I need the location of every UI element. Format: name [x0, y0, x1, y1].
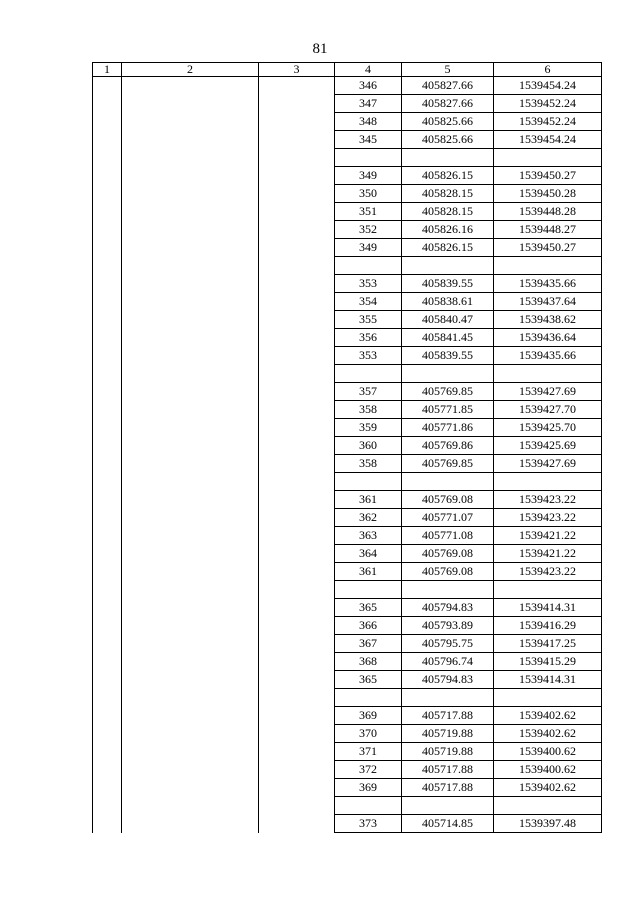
point-number: 353 [335, 347, 402, 365]
coord-y: 1539452.24 [494, 95, 602, 113]
point-number: 357 [335, 383, 402, 401]
coord-y [494, 689, 602, 707]
header-col-4: 4 [335, 63, 402, 77]
coord-x [402, 689, 494, 707]
point-number [335, 473, 402, 491]
coord-y: 1539427.69 [494, 455, 602, 473]
coord-x: 405796.74 [402, 653, 494, 671]
point-number: 354 [335, 293, 402, 311]
coord-y: 1539448.28 [494, 203, 602, 221]
coord-x [402, 365, 494, 383]
coord-x: 405771.86 [402, 419, 494, 437]
point-number: 365 [335, 671, 402, 689]
point-number: 364 [335, 545, 402, 563]
coord-y: 1539400.62 [494, 761, 602, 779]
point-number: 349 [335, 167, 402, 185]
point-number: 355 [335, 311, 402, 329]
coord-x: 405839.55 [402, 347, 494, 365]
point-number: 361 [335, 491, 402, 509]
coord-x: 405771.07 [402, 509, 494, 527]
header-col-5: 5 [402, 63, 494, 77]
point-number: 348 [335, 113, 402, 131]
coord-x: 405717.88 [402, 779, 494, 797]
point-number [335, 581, 402, 599]
coord-y: 1539400.62 [494, 743, 602, 761]
header-col-6: 6 [494, 63, 602, 77]
coord-y: 1539423.22 [494, 491, 602, 509]
point-number: 362 [335, 509, 402, 527]
point-number: 349 [335, 239, 402, 257]
point-number [335, 365, 402, 383]
point-number: 347 [335, 95, 402, 113]
header-col-2: 2 [122, 63, 259, 77]
coord-y: 1539454.24 [494, 77, 602, 95]
point-number: 359 [335, 419, 402, 437]
coord-x [402, 149, 494, 167]
coord-y: 1539450.28 [494, 185, 602, 203]
point-number: 361 [335, 563, 402, 581]
coord-y: 1539421.22 [494, 545, 602, 563]
point-number: 368 [335, 653, 402, 671]
coord-x: 405826.15 [402, 239, 494, 257]
coord-x: 405769.08 [402, 545, 494, 563]
coord-x: 405769.08 [402, 563, 494, 581]
coord-y: 1539448.27 [494, 221, 602, 239]
point-number: 369 [335, 779, 402, 797]
point-number: 373 [335, 815, 402, 833]
coord-y: 1539423.22 [494, 509, 602, 527]
coord-x [402, 257, 494, 275]
coord-x: 405769.85 [402, 455, 494, 473]
point-number: 365 [335, 599, 402, 617]
empty-col-3 [259, 77, 335, 833]
coord-y: 1539435.66 [494, 275, 602, 293]
header-col-3: 3 [259, 63, 335, 77]
coord-y: 1539414.31 [494, 671, 602, 689]
coord-x: 405769.86 [402, 437, 494, 455]
coord-y [494, 473, 602, 491]
point-number [335, 257, 402, 275]
header-row [93, 63, 602, 77]
point-number: 350 [335, 185, 402, 203]
coord-y: 1539425.70 [494, 419, 602, 437]
table-body [93, 77, 602, 833]
point-number: 360 [335, 437, 402, 455]
coord-x: 405793.89 [402, 617, 494, 635]
coord-x: 405825.66 [402, 113, 494, 131]
coord-y: 1539452.24 [494, 113, 602, 131]
point-number: 346 [335, 77, 402, 95]
coord-x: 405717.88 [402, 761, 494, 779]
coord-y: 1539425.69 [494, 437, 602, 455]
coord-y: 1539436.64 [494, 329, 602, 347]
coord-x: 405840.47 [402, 311, 494, 329]
page-number: 81 [312, 41, 328, 57]
coord-y: 1539402.62 [494, 779, 602, 797]
coord-y [494, 257, 602, 275]
coord-y: 1539423.22 [494, 563, 602, 581]
point-number: 351 [335, 203, 402, 221]
coord-y: 1539414.31 [494, 599, 602, 617]
coord-y: 1539402.62 [494, 707, 602, 725]
coord-x: 405769.08 [402, 491, 494, 509]
coord-y: 1539437.64 [494, 293, 602, 311]
point-number: 345 [335, 131, 402, 149]
coord-y: 1539417.25 [494, 635, 602, 653]
point-number: 372 [335, 761, 402, 779]
coord-x [402, 581, 494, 599]
point-number [335, 689, 402, 707]
coord-y: 1539402.62 [494, 725, 602, 743]
point-number: 367 [335, 635, 402, 653]
coord-y [494, 797, 602, 815]
coord-x: 405826.15 [402, 167, 494, 185]
header-col-1: 1 [93, 63, 122, 77]
coord-x: 405719.88 [402, 743, 494, 761]
coord-x: 405771.08 [402, 527, 494, 545]
coord-y: 1539415.29 [494, 653, 602, 671]
coord-x [402, 473, 494, 491]
point-number: 369 [335, 707, 402, 725]
table-header [93, 63, 602, 77]
coord-x: 405825.66 [402, 131, 494, 149]
coord-y: 1539438.62 [494, 311, 602, 329]
coord-y [494, 581, 602, 599]
point-number: 363 [335, 527, 402, 545]
coord-x: 405828.15 [402, 203, 494, 221]
point-number: 358 [335, 401, 402, 419]
coord-x: 405795.75 [402, 635, 494, 653]
coord-x: 405769.85 [402, 383, 494, 401]
coord-x: 405827.66 [402, 95, 494, 113]
coord-y: 1539397.48 [494, 815, 602, 833]
empty-col-2 [122, 77, 259, 833]
coord-y: 1539421.22 [494, 527, 602, 545]
coord-y: 1539427.70 [494, 401, 602, 419]
point-number: 370 [335, 725, 402, 743]
point-number: 366 [335, 617, 402, 635]
point-number [335, 149, 402, 167]
coord-x: 405839.55 [402, 275, 494, 293]
coord-x: 405794.83 [402, 599, 494, 617]
point-number [335, 797, 402, 815]
coord-x: 405841.45 [402, 329, 494, 347]
coord-y: 1539427.69 [494, 383, 602, 401]
coord-y: 1539416.29 [494, 617, 602, 635]
point-number: 371 [335, 743, 402, 761]
coord-x: 405719.88 [402, 725, 494, 743]
coord-y: 1539450.27 [494, 239, 602, 257]
coord-x: 405828.15 [402, 185, 494, 203]
coord-y [494, 365, 602, 383]
point-number: 352 [335, 221, 402, 239]
coord-y: 1539435.66 [494, 347, 602, 365]
coord-x: 405714.85 [402, 815, 494, 833]
coord-x: 405717.88 [402, 707, 494, 725]
coord-x: 405771.85 [402, 401, 494, 419]
coord-x: 405826.16 [402, 221, 494, 239]
coord-x [402, 797, 494, 815]
coord-y [494, 149, 602, 167]
coord-x: 405794.83 [402, 671, 494, 689]
coord-x: 405827.66 [402, 77, 494, 95]
coord-y: 1539450.27 [494, 167, 602, 185]
point-number: 358 [335, 455, 402, 473]
coord-y: 1539454.24 [494, 131, 602, 149]
coord-x: 405838.61 [402, 293, 494, 311]
point-number: 353 [335, 275, 402, 293]
point-number: 356 [335, 329, 402, 347]
coordinates-table [92, 62, 602, 833]
empty-col-1 [93, 77, 122, 833]
table-row [93, 77, 602, 95]
